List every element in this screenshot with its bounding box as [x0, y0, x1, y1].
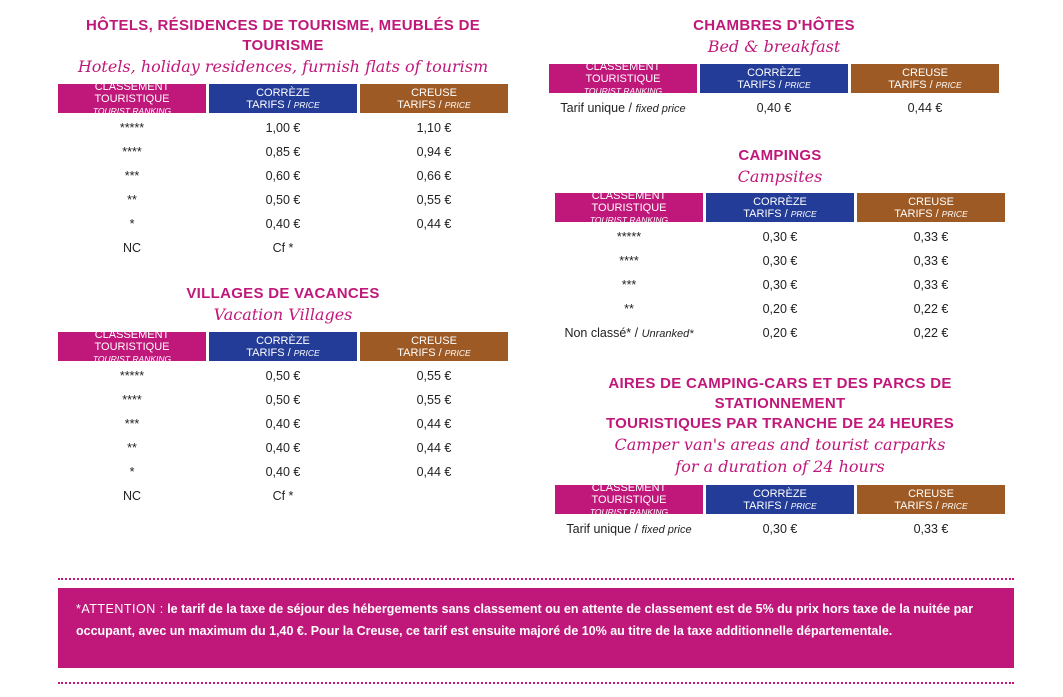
- creuse-price: 1,10 €: [416, 121, 452, 135]
- top-dotted-divider: [58, 578, 1014, 580]
- hotels-subtitle: Hotels, holiday residences, furnish flats of tourism: [77, 57, 489, 76]
- tarifs-label: TARIFS /: [246, 98, 291, 111]
- villages-table-header: [58, 328, 508, 364]
- aires-section: [555, 374, 1005, 541]
- rank-cell: ***: [124, 417, 140, 431]
- fixed-price-en: fixed price: [635, 103, 686, 115]
- correze-price: 0,85 €: [265, 145, 301, 159]
- chambres-table-header: [549, 60, 999, 96]
- attention-text: le tarif de la taxe de séjour des hébergements sans classement ou en attente de classement est de 5% du prix hors taxe de la nuitée par occupant, avec un maximum du 1,40 €. Pour la Creuse, ce tarif est ensuite majoré de 10% au titre de la taxe additionnelle départementale.: [76, 602, 974, 638]
- villages-title: VILLAGES DE VACANCES: [186, 285, 380, 302]
- correze-price: 0,50 €: [265, 393, 301, 407]
- price-label: PRICE: [293, 347, 320, 358]
- campings-table-body: [555, 225, 1005, 345]
- tarifs-label: TARIFS /: [397, 98, 442, 111]
- creuse-price: 0,22 €: [913, 302, 949, 316]
- unranked-fr: Non classé* /: [564, 326, 639, 340]
- correze-header: [706, 193, 854, 222]
- correze-price: 0,60 €: [265, 169, 301, 183]
- rank-header: [555, 189, 703, 225]
- tarifs-label: TARIFS /: [743, 499, 788, 512]
- rank-cell: *****: [119, 121, 145, 135]
- creuse-header-label: CREUSE: [411, 334, 457, 347]
- chambres-section: [549, 16, 999, 120]
- tarifs-label: TARIFS /: [894, 499, 939, 512]
- attention-notice: [58, 588, 1014, 668]
- creuse-price: 0,55 €: [416, 369, 452, 383]
- rank-header-en: TOURIST RANKING: [92, 105, 172, 116]
- table-row: [555, 273, 1005, 297]
- price-label: PRICE: [941, 208, 968, 219]
- creuse-price: 0,66 €: [416, 169, 452, 183]
- price-label: PRICE: [941, 500, 968, 511]
- correze-price: 0,40 €: [265, 217, 301, 231]
- campings-table-header: [555, 189, 1005, 225]
- table-row: [58, 164, 508, 188]
- correze-price: 0,30 €: [762, 278, 798, 292]
- rank-cell: ****: [619, 254, 639, 268]
- rank-header-fr: CLASSEMENT TOURISTIQUE: [591, 189, 667, 214]
- correze-price: 0,30 €: [762, 230, 798, 244]
- rank-cell: ***: [621, 278, 637, 292]
- rank-cell: *: [129, 465, 135, 479]
- fixed-price-en: fixed price: [641, 524, 692, 536]
- correze-price: 0,50 €: [265, 193, 301, 207]
- creuse-header-label: CREUSE: [902, 66, 948, 79]
- rank-cell: NC: [122, 241, 142, 255]
- creuse-price: 0,22 €: [913, 326, 949, 340]
- table-row: [58, 116, 508, 140]
- rank-header-en: TOURIST RANKING: [583, 85, 663, 96]
- table-row: [58, 236, 508, 260]
- rank-header-en: TOURIST RANKING: [589, 506, 669, 517]
- creuse-header: [360, 84, 508, 113]
- aires-subtitle-line1: Camper van's areas and tourist carparks: [614, 435, 946, 454]
- tarifs-label: TARIFS /: [894, 207, 939, 220]
- villages-section: [58, 284, 508, 508]
- creuse-price: 0,94 €: [416, 145, 452, 159]
- rank-cell: ****: [122, 145, 142, 159]
- correze-price: 0,20 €: [762, 302, 798, 316]
- creuse-header-label: CREUSE: [411, 86, 457, 99]
- rank-cell: [555, 522, 703, 536]
- tarifs-label: TARIFS /: [246, 346, 291, 359]
- table-row: [555, 249, 1005, 273]
- table-row: [58, 364, 508, 388]
- correze-price: Cf *: [272, 489, 294, 503]
- creuse-header: [857, 485, 1005, 514]
- price-label: PRICE: [790, 500, 817, 511]
- rank-cell: [555, 326, 703, 340]
- bottom-dotted-divider: [58, 682, 1014, 684]
- price-label: PRICE: [444, 347, 471, 358]
- table-row: [58, 188, 508, 212]
- aires-title-line2: TOURISTIQUES PAR TRANCHE DE 24 HEURES: [605, 415, 955, 432]
- creuse-header: [857, 193, 1005, 222]
- correze-price: 0,40 €: [265, 417, 301, 431]
- correze-price: 1,00 €: [265, 121, 301, 135]
- correze-header-label: CORRÈZE: [747, 66, 801, 79]
- table-row: [58, 460, 508, 484]
- chambres-title: CHAMBRES D'HÔTES: [693, 17, 855, 34]
- correze-price: 0,50 €: [265, 369, 301, 383]
- hotels-table-body: [58, 116, 508, 260]
- fixed-price-fr: Tarif unique /: [560, 101, 632, 115]
- correze-price: 0,30 €: [762, 522, 798, 536]
- correze-header: [209, 332, 357, 361]
- rank-header: [58, 328, 206, 364]
- tarifs-label: TARIFS /: [737, 78, 782, 91]
- aires-table-header: [555, 481, 1005, 517]
- correze-price: 0,30 €: [762, 254, 798, 268]
- creuse-price: 0,44 €: [416, 465, 452, 479]
- price-label: PRICE: [293, 99, 320, 110]
- creuse-price: 0,44 €: [416, 217, 452, 231]
- rank-cell: ****: [122, 393, 142, 407]
- table-row: [555, 297, 1005, 321]
- table-row: [555, 517, 1005, 541]
- creuse-header: [851, 64, 999, 93]
- creuse-header: [360, 332, 508, 361]
- table-row: [555, 225, 1005, 249]
- chambres-subtitle: Bed & breakfast: [707, 37, 841, 56]
- creuse-price: 0,44 €: [907, 101, 943, 115]
- correze-header: [700, 64, 848, 93]
- price-label: PRICE: [790, 208, 817, 219]
- rank-header-fr: CLASSEMENT TOURISTIQUE: [591, 481, 667, 506]
- fixed-price-fr: Tarif unique /: [566, 522, 638, 536]
- rank-cell: *****: [119, 369, 145, 383]
- rank-cell: **: [127, 193, 137, 207]
- creuse-price: 0,55 €: [416, 393, 452, 407]
- creuse-price: 0,33 €: [913, 278, 949, 292]
- rank-cell: *: [129, 217, 135, 231]
- unranked-en: Unranked*: [641, 328, 694, 340]
- campings-title: CAMPINGS: [738, 147, 822, 164]
- rank-header: [555, 481, 703, 517]
- correze-price: 0,40 €: [265, 465, 301, 479]
- correze-price: 0,40 €: [756, 101, 792, 115]
- correze-header-label: CORRÈZE: [753, 195, 807, 208]
- table-row: [58, 484, 508, 508]
- correze-header-label: CORRÈZE: [753, 487, 807, 500]
- table-row: [58, 412, 508, 436]
- rank-cell: *****: [616, 230, 642, 244]
- rank-header-en: TOURIST RANKING: [589, 214, 669, 225]
- table-row: [549, 96, 999, 120]
- price-label: PRICE: [444, 99, 471, 110]
- hotels-title: HÔTELS, RÉSIDENCES DE TOURISME, MEUBLÉS DE TOURISME: [85, 17, 481, 54]
- correze-price: 0,20 €: [762, 326, 798, 340]
- hotels-section: [58, 16, 508, 260]
- rank-header-en: TOURIST RANKING: [92, 353, 172, 364]
- creuse-price: 0,33 €: [913, 254, 949, 268]
- table-row: [58, 140, 508, 164]
- rank-cell: **: [127, 441, 137, 455]
- creuse-price: 0,44 €: [416, 417, 452, 431]
- rank-cell: NC: [122, 489, 142, 503]
- rank-header: [549, 60, 697, 96]
- correze-price: Cf *: [272, 241, 294, 255]
- creuse-price: 0,33 €: [913, 230, 949, 244]
- chambres-table-body: [549, 96, 999, 120]
- creuse-header-label: CREUSE: [908, 487, 954, 500]
- aires-table-body: [555, 517, 1005, 541]
- attention-label: *ATTENTION :: [76, 602, 164, 616]
- campings-subtitle: Campsites: [737, 167, 823, 186]
- aires-title-line1: AIRES DE CAMPING-CARS ET DES PARCS DE STATIONNEMENT: [608, 375, 952, 412]
- creuse-price: 0,33 €: [913, 522, 949, 536]
- rank-cell: **: [624, 302, 634, 316]
- creuse-price: 0,55 €: [416, 193, 452, 207]
- price-label: PRICE: [784, 79, 811, 90]
- rank-header-fr: CLASSEMENT TOURISTIQUE: [94, 328, 170, 353]
- villages-table-body: [58, 364, 508, 508]
- price-label: PRICE: [935, 79, 962, 90]
- hotels-table-header: [58, 80, 508, 116]
- rank-cell: [549, 101, 697, 115]
- rank-header: [58, 80, 206, 116]
- rank-header-fr: CLASSEMENT TOURISTIQUE: [585, 60, 661, 85]
- villages-subtitle: Vacation Villages: [213, 305, 353, 324]
- campings-section: [555, 146, 1005, 345]
- table-row: [555, 321, 1005, 345]
- creuse-price: 0,44 €: [416, 441, 452, 455]
- table-row: [58, 436, 508, 460]
- rank-header-fr: CLASSEMENT TOURISTIQUE: [94, 80, 170, 105]
- correze-header-label: CORRÈZE: [256, 86, 310, 99]
- correze-header-label: CORRÈZE: [256, 334, 310, 347]
- rank-cell: ***: [124, 169, 140, 183]
- tarifs-label: TARIFS /: [743, 207, 788, 220]
- table-row: [58, 388, 508, 412]
- correze-header: [209, 84, 357, 113]
- correze-price: 0,40 €: [265, 441, 301, 455]
- correze-header: [706, 485, 854, 514]
- table-row: [58, 212, 508, 236]
- tarifs-label: TARIFS /: [888, 78, 933, 91]
- aires-subtitle-line2: for a duration of 24 hours: [675, 457, 885, 476]
- tarifs-label: TARIFS /: [397, 346, 442, 359]
- creuse-header-label: CREUSE: [908, 195, 954, 208]
